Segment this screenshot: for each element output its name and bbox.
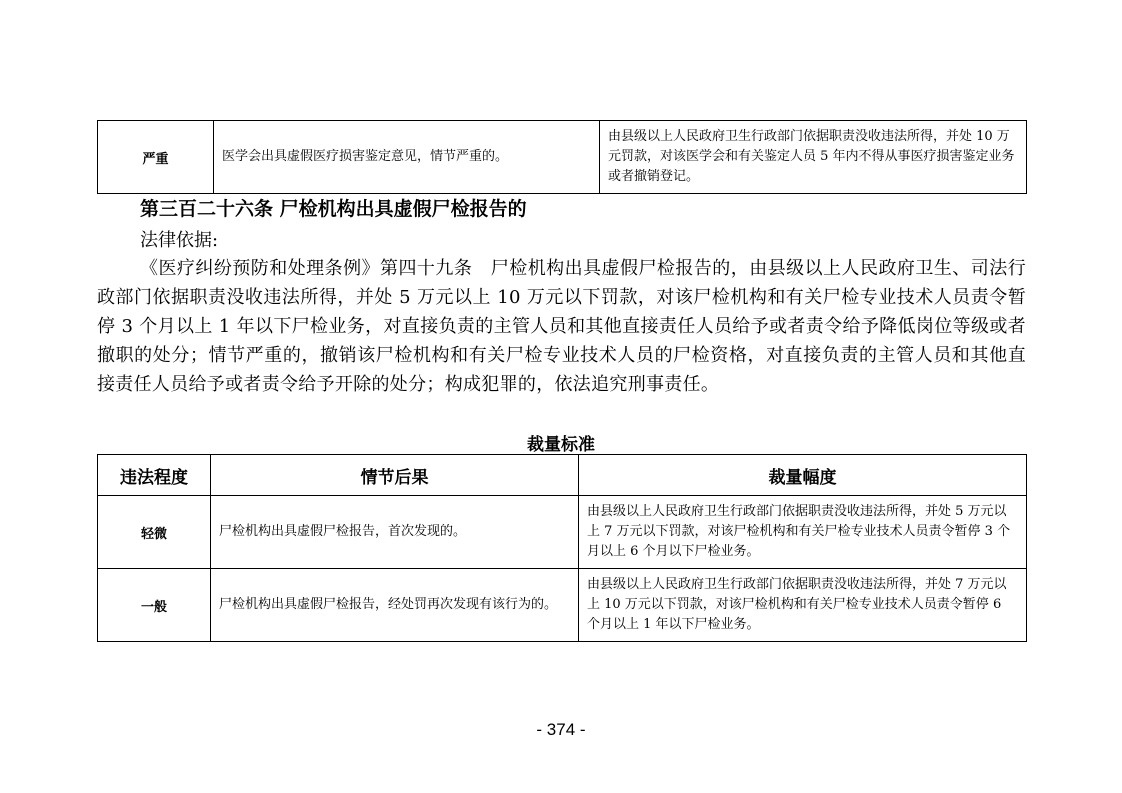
violation-level-cell: 轻微 <box>98 496 211 569</box>
table-row <box>98 496 1027 569</box>
legal-basis-label: 法律依据: <box>140 230 219 251</box>
table-row <box>98 569 1027 642</box>
table-title: 裁量标准 <box>527 435 595 455</box>
circumstance-cell: 尸检机构出具虚假尸检报告，首次发现的。 <box>211 496 579 569</box>
continued-penalty-table <box>97 120 1027 194</box>
column-header-penalty: 裁量幅度 <box>579 455 1027 496</box>
page-number: - 374 - <box>536 720 586 739</box>
penalty-cell: 由县级以上人民政府卫生行政部门依据职责没收违法所得，并处 7 万元以上 10 万元以下罚款，对该尸检机构和有关尸检专业技术人员责令暂停 6 个月以上 1 年以下尸检业务。 <box>579 569 1027 642</box>
table-header-row <box>98 455 1027 496</box>
legal-basis-text: 《医疗纠纷预防和处理条例》第四十九条 尸检机构出具虚假尸检报告的，由县级以上人民政府卫生、司法行政部门依据职责没收违法所得，并处 5 万元以上 10 万元以下罚款，对该尸检机构和有关尸检专业技术人员责令暂停 3 个月以上 1 年以下尸检业务，对直接负责的主管人员和其他直接责任人员给予或者责令给予降低岗位等级或者撤职的处分；情节严重的，撤销该尸检机构和有关尸检专业技术人员的尸检资格，对直接负责的主管人员和其他直接责任人员给予或者责令给予开除的处分；构成犯罪的，依法追究刑事责任。 <box>97 258 1026 395</box>
table-row <box>98 121 1027 194</box>
penalty-cell: 由县级以上人民政府卫生行政部门依据职责没收违法所得，并处 5 万元以上 7 万元以下罚款，对该尸检机构和有关尸检专业技术人员责令暂停 3 个月以上 6 个月以下尸检业务。 <box>579 496 1027 569</box>
column-header-level: 违法程度 <box>98 455 211 496</box>
circumstance-cell: 医学会出具虚假医疗损害鉴定意见，情节严重的。 <box>214 121 600 194</box>
article-heading: 第三百二十六条 尸检机构出具虚假尸检报告的 <box>140 198 527 220</box>
circumstance-cell: 尸检机构出具虚假尸检报告，经处罚再次发现有该行为的。 <box>211 569 579 642</box>
discretion-standard-table <box>97 454 1027 642</box>
violation-level-cell: 严重 <box>98 121 214 194</box>
violation-level-cell: 一般 <box>98 569 211 642</box>
column-header-circumstance: 情节后果 <box>211 455 579 496</box>
penalty-cell: 由县级以上人民政府卫生行政部门依据职责没收违法所得，并处 10 万元罚款，对该医学会和有关鉴定人员 5 年内不得从事医疗损害鉴定业务或者撤销登记。 <box>600 121 1027 194</box>
